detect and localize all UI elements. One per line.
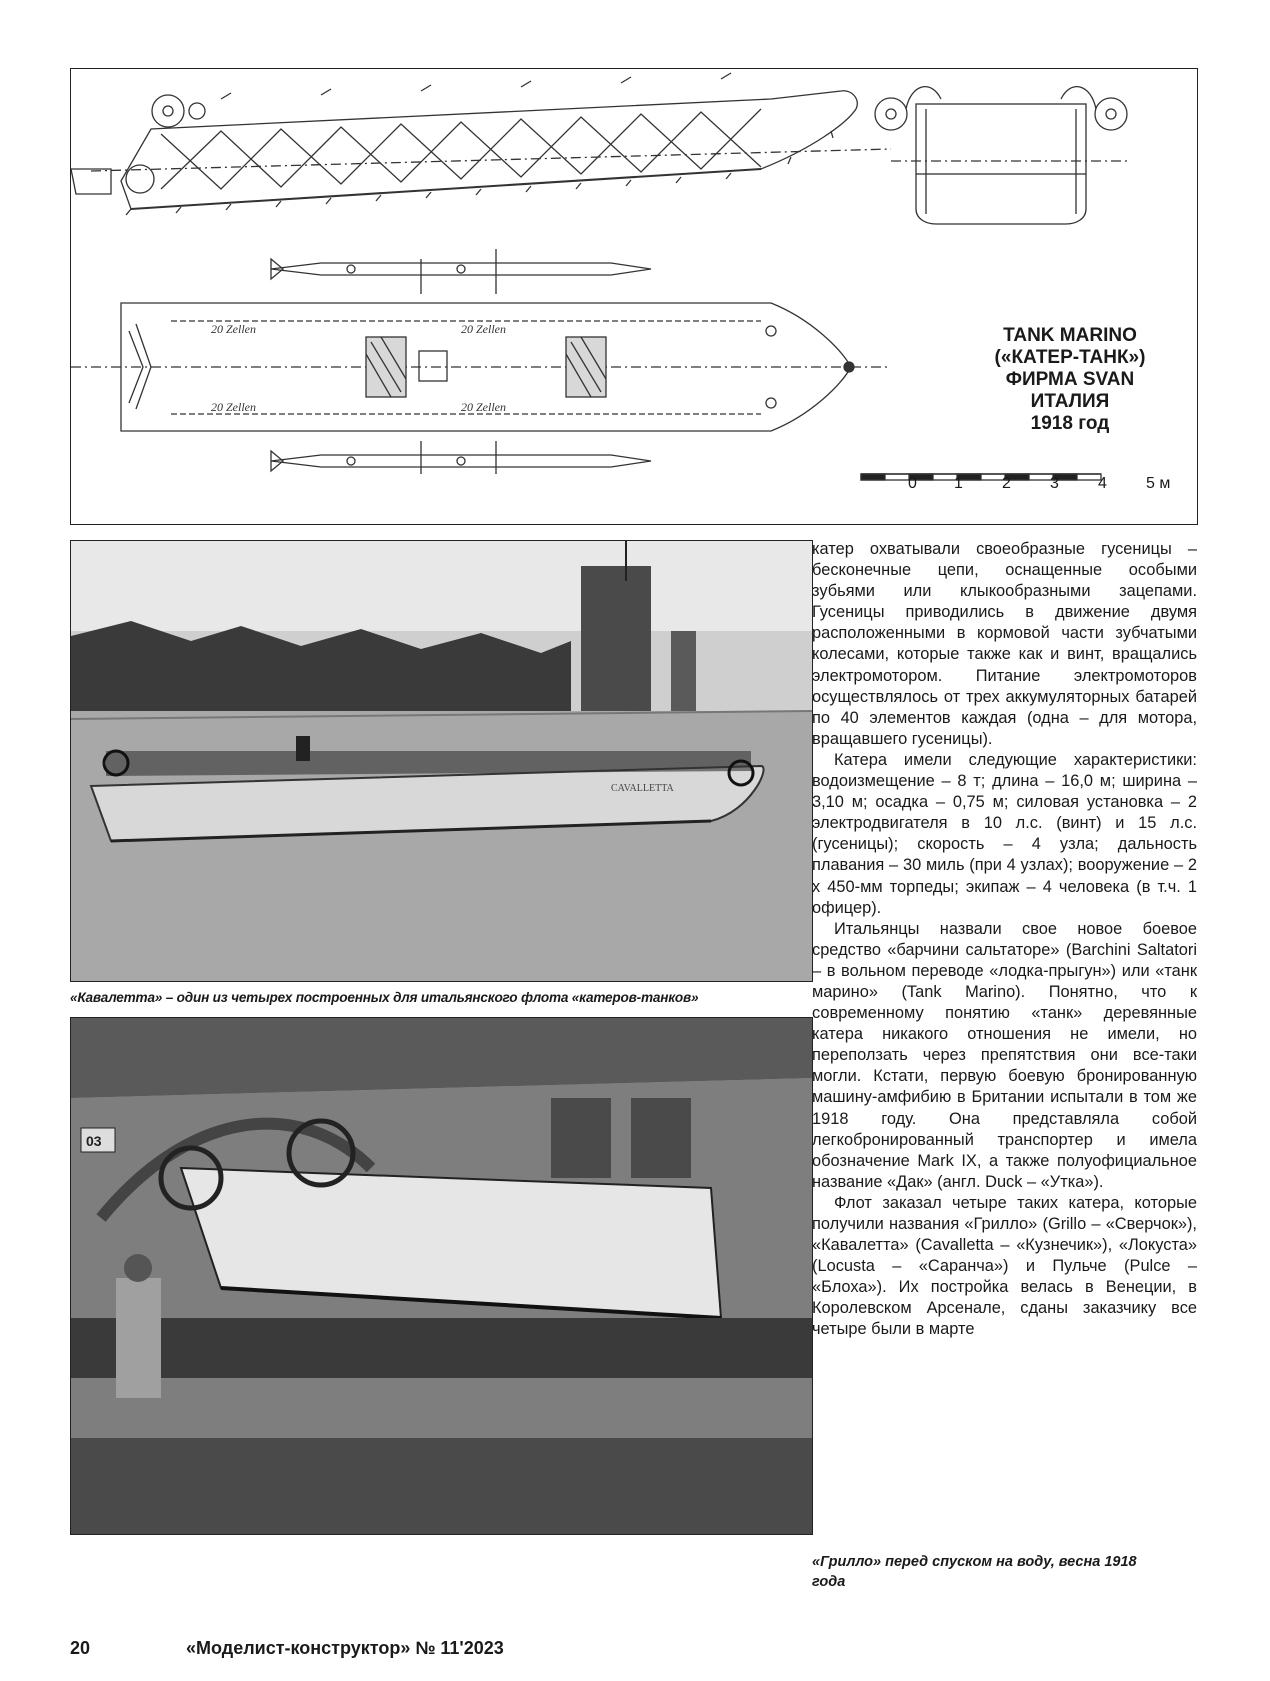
scale-label: 3 <box>1050 475 1059 492</box>
page-number: 20 <box>70 1638 91 1658</box>
technical-drawing <box>70 68 1198 525</box>
scale-label: 4 <box>1098 475 1107 492</box>
boat-drawing-svg <box>71 69 1197 524</box>
scale-bar-labels <box>908 475 1178 497</box>
drawing-title-line: TANK MARINO <box>1003 325 1137 346</box>
drawing-title <box>980 325 1160 435</box>
drawing-title-line: («КАТЕР-ТАНК») <box>994 347 1146 368</box>
article-column <box>812 539 1197 1341</box>
article-paragraph: Флот заказал четыре таких катера, которые получили названия «Грилло» (Grillo – «Сверчок»), «Кавалетта» (Cavalletta – «Кузнечик»), «Локуста» (Locusta – «Саранча») и Пульче (Pulce – «Блоха»). Их постройка велась в Венеции, в Королевском Арсенале, сданы заказчику все четыре были в марте <box>812 1193 1197 1339</box>
plan-label: 20 Zellen <box>461 322 506 336</box>
photo-grillo <box>70 1017 813 1535</box>
boat-name-label: CAVALLETTA <box>611 783 674 794</box>
building-number: 03 <box>86 1133 102 1149</box>
article-paragraph: Итальянцы назвали свое новое боевое средство «барчини сальтаторе» (Barchini Saltatori – в вольном переводе «лодка-прыгун») или «танк марино» (Tank Marino). Понятно, что к современному понятию «танк» деревянные катера никакого отношения не имели, но переползать через препятствия они все-таки могли. Кстати, первую боевую бронированную машину-амфибию в Британии испытали в том же 1918 году. Она представляла собой легкобронированный транспортер и имела обозначение Mark IX, а также полуофициальное название «Дак» (англ. Duck – «Утка»). <box>812 919 1197 1191</box>
photo-cavalletta-image <box>71 541 812 981</box>
scale-label: 1 <box>954 475 963 492</box>
drawing-title-line: ИТАЛИЯ <box>1030 391 1110 412</box>
photo-grillo-image <box>71 1018 812 1534</box>
scale-label: 5 м <box>1146 475 1171 492</box>
scale-label: 0 <box>908 475 917 492</box>
article-paragraph: катер охватывали своеобразные гусеницы – бесконечные цепи, оснащенные особыми зубьями или клыкообразными зацепами. Гусеницы приводились в движение двумя расположенными в кормовой части зубчатыми колесами, которые также как и винт, вращались электромотором. Питание электромоторов осуществлялось от трех аккумуляторных батарей по 40 элементов каждая (одна – для мотора, вращавшего гусеницы). <box>812 540 1197 748</box>
drawing-title-line: 1918 год <box>1030 413 1110 434</box>
plan-label: 20 Zellen <box>211 400 256 414</box>
photo-cavalletta <box>70 540 813 982</box>
scale-label: 2 <box>1002 475 1011 492</box>
photo-grillo-caption: «Грилло» перед спуском на воду, весна 1918 года <box>812 1554 1137 1590</box>
magazine-title: «Моделист-конструктор» № 11'2023 <box>186 1638 504 1658</box>
plan-label: 20 Zellen <box>211 322 256 336</box>
article-paragraph: Катера имели следующие характеристики: водоизмещение – 8 т; длина – 16,0 м; ширина – 3,10 м; осадка – 0,75 м; силовая установка – 2 электродвигателя в 10 л.с. (винт) и 15 л.с. (гусеницы); скорость – 4 узла; дальность плавания – 30 миль (при 4 узлах); вооружение – 2 х 450-мм торпеды; экипаж – 4 человека (в т.ч. 1 офицер). <box>812 750 1197 917</box>
side-view-hull <box>121 91 857 209</box>
plan-label: 20 Zellen <box>461 400 506 414</box>
drawing-title-line: ФИРМА SVAN <box>1005 369 1135 390</box>
photo-cavalletta-caption: «Кавалетта» – один из четырех построенных для итальянского флота «катеров-танков» <box>70 990 699 1005</box>
